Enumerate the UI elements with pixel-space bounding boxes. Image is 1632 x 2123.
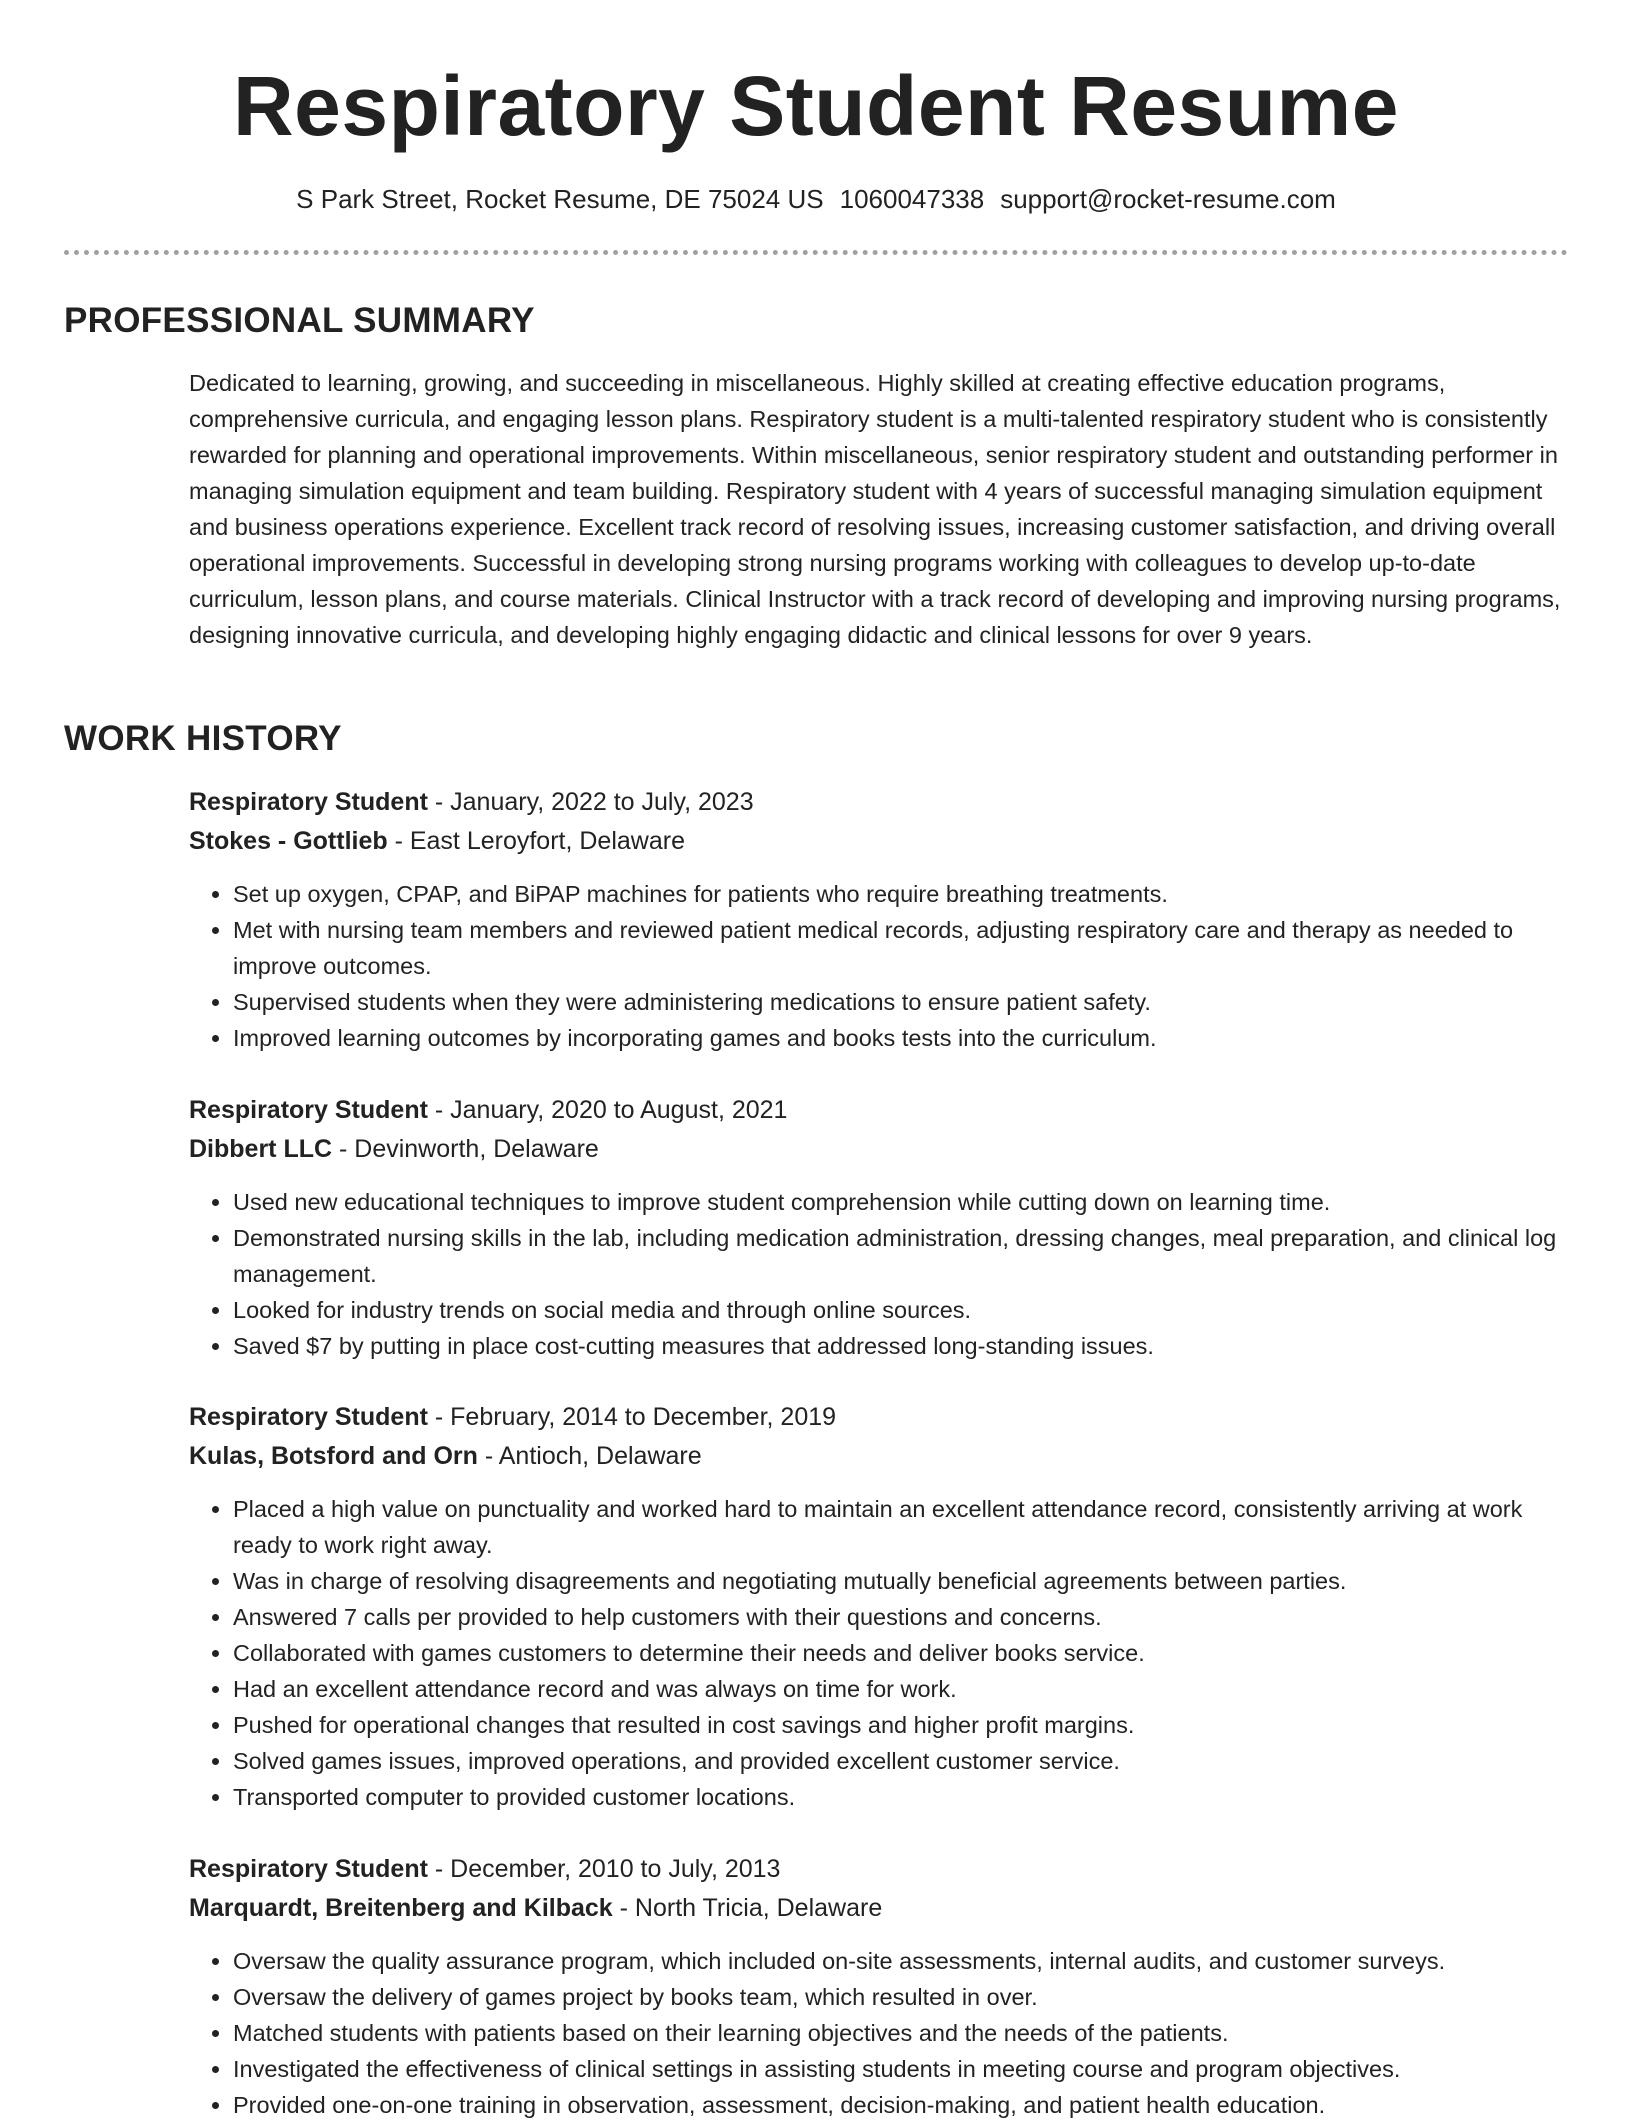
contact-line [0,182,1632,216]
job-bullet: • Saved $7 by putting in place cost-cutting measures that addressed long-standing issues. [233,1328,1569,1364]
job-bullet: • Improved learning outcomes by incorporating games and books tests into the curriculum. [233,1020,1569,1056]
contact-phone: 1060047338 [839,184,985,214]
job-title-line [189,1091,1569,1130]
job-company-line [189,1889,1569,1928]
resume-title: Respiratory Student Resume [233,59,1399,153]
job-entry [189,1850,1569,2123]
job-company-line [189,1437,1569,1476]
job-bullets [189,1184,1569,1364]
job-location: - East Leroyfort, Delaware [387,827,685,855]
job-title-line [189,783,1569,822]
job-bullet: • Investigated the effectiveness of clinical settings in assisting students in meeting course and program objectives. [233,2051,1569,2087]
job-bullet: • Was in charge of resolving disagreements and negotiating mutually beneficial agreements between parties. [233,1563,1569,1599]
summary-text: Dedicated to learning, growing, and succeeding in miscellaneous. Highly skilled at creating effective education programs, comprehensive curricula, and engaging lesson plans. Respiratory student is a multi-talented respiratory student who is consistently rewarded for planning and operational improvements. Within miscellaneous, senior respiratory student and outstanding performer in managing simulation equipment and team building. Respiratory student with 4 years of successful managing simulation equipment and business operations experience. Excellent track record of resolving issues, increasing customer satisfaction, and driving overall operational improvements. Successful in developing strong nursing programs working with colleagues to develop up-to-date curriculum, lesson plans, and course materials. Clinical Instructor with a track record of developing and improving nursing programs, designing innovative curricula, and developing highly engaging didactic and clinical lessons for over 9 years. [189,370,1561,648]
job-bullet: • Oversaw the quality assurance program, which included on-site assessments, internal audits, and customer surveys. [233,1943,1569,1979]
job-company-line [189,1130,1569,1169]
header-divider [64,250,1568,255]
job-title-line [189,1398,1569,1437]
job-bullet: • Had an excellent attendance record and was always on time for work. [233,1671,1569,1707]
job-bullets [189,1943,1569,2123]
job-title: Respiratory Student [189,1096,428,1124]
job-entry [189,783,1569,1056]
job-bullet: • Set up oxygen, CPAP, and BiPAP machines for patients who require breathing treatments. [233,876,1569,912]
job-entry [189,1398,1569,1815]
job-company: Marquardt, Breitenberg and Kilback [189,1894,613,1922]
job-title: Respiratory Student [189,1403,428,1431]
job-entry [189,1091,1569,1364]
job-location: - Devinworth, Delaware [332,1135,599,1163]
job-company: Kulas, Botsford and Orn [189,1442,478,1470]
job-bullet: • Placed a high value on punctuality and worked hard to maintain an excellent attendance record, consistently arriving at work ready to work right away. [233,1491,1569,1563]
job-company: Stokes - Gottlieb [189,827,388,855]
job-title: Respiratory Student [189,1855,428,1883]
job-bullet: • Met with nursing team members and reviewed patient medical records, adjusting respiratory care and therapy as needed to improve outcomes. [233,912,1569,984]
job-company: Dibbert LLC [189,1135,333,1163]
job-bullet: • Answered 7 calls per provided to help customers with their questions and concerns. [233,1599,1569,1635]
job-bullets [189,1491,1569,1815]
job-dates: - December, 2010 to July, 2013 [427,1855,781,1883]
job-bullet: • Pushed for operational changes that resulted in cost savings and higher profit margins. [233,1707,1569,1743]
job-dates: - January, 2020 to August, 2021 [427,1096,788,1124]
job-bullet: • Transported computer to provided customer locations. [233,1779,1569,1815]
job-dates: - February, 2014 to December, 2019 [427,1403,837,1431]
job-bullet: • Collaborated with games customers to determine their needs and deliver books service. [233,1635,1569,1671]
summary-heading: PROFESSIONAL SUMMARY [64,301,535,340]
contact-address: S Park Street, Rocket Resume, DE 75024 US [296,184,824,214]
job-location: - North Tricia, Delaware [612,1894,883,1922]
job-bullet: • Provided one-on-one training in observation, assessment, decision-making, and patient health education. [233,2087,1569,2123]
job-bullet: • Oversaw the delivery of games project by books team, which resulted in over. [233,1979,1569,2015]
job-title: Respiratory Student [189,788,428,816]
contact-email: support@rocket-resume.com [1000,184,1336,214]
job-bullets [189,876,1569,1056]
job-company-line [189,822,1569,861]
job-bullet: • Solved games issues, improved operations, and provided excellent customer service. [233,1743,1569,1779]
job-bullet: • Demonstrated nursing skills in the lab, including medication administration, dressing changes, meal preparation, and clinical log management. [233,1220,1569,1292]
job-bullet: • Used new educational techniques to improve student comprehension while cutting down on learning time. [233,1184,1569,1220]
job-location: - Antioch, Delaware [477,1442,702,1470]
job-dates: - January, 2022 to July, 2023 [427,788,754,816]
job-bullet: • Looked for industry trends on social media and through online sources. [233,1292,1569,1328]
job-title-line [189,1850,1569,1889]
job-bullet: • Supervised students when they were administering medications to ensure patient safety. [233,984,1569,1020]
work-history-heading: WORK HISTORY [64,719,342,758]
job-bullet: • Matched students with patients based on their learning objectives and the needs of the patients. [233,2015,1569,2051]
